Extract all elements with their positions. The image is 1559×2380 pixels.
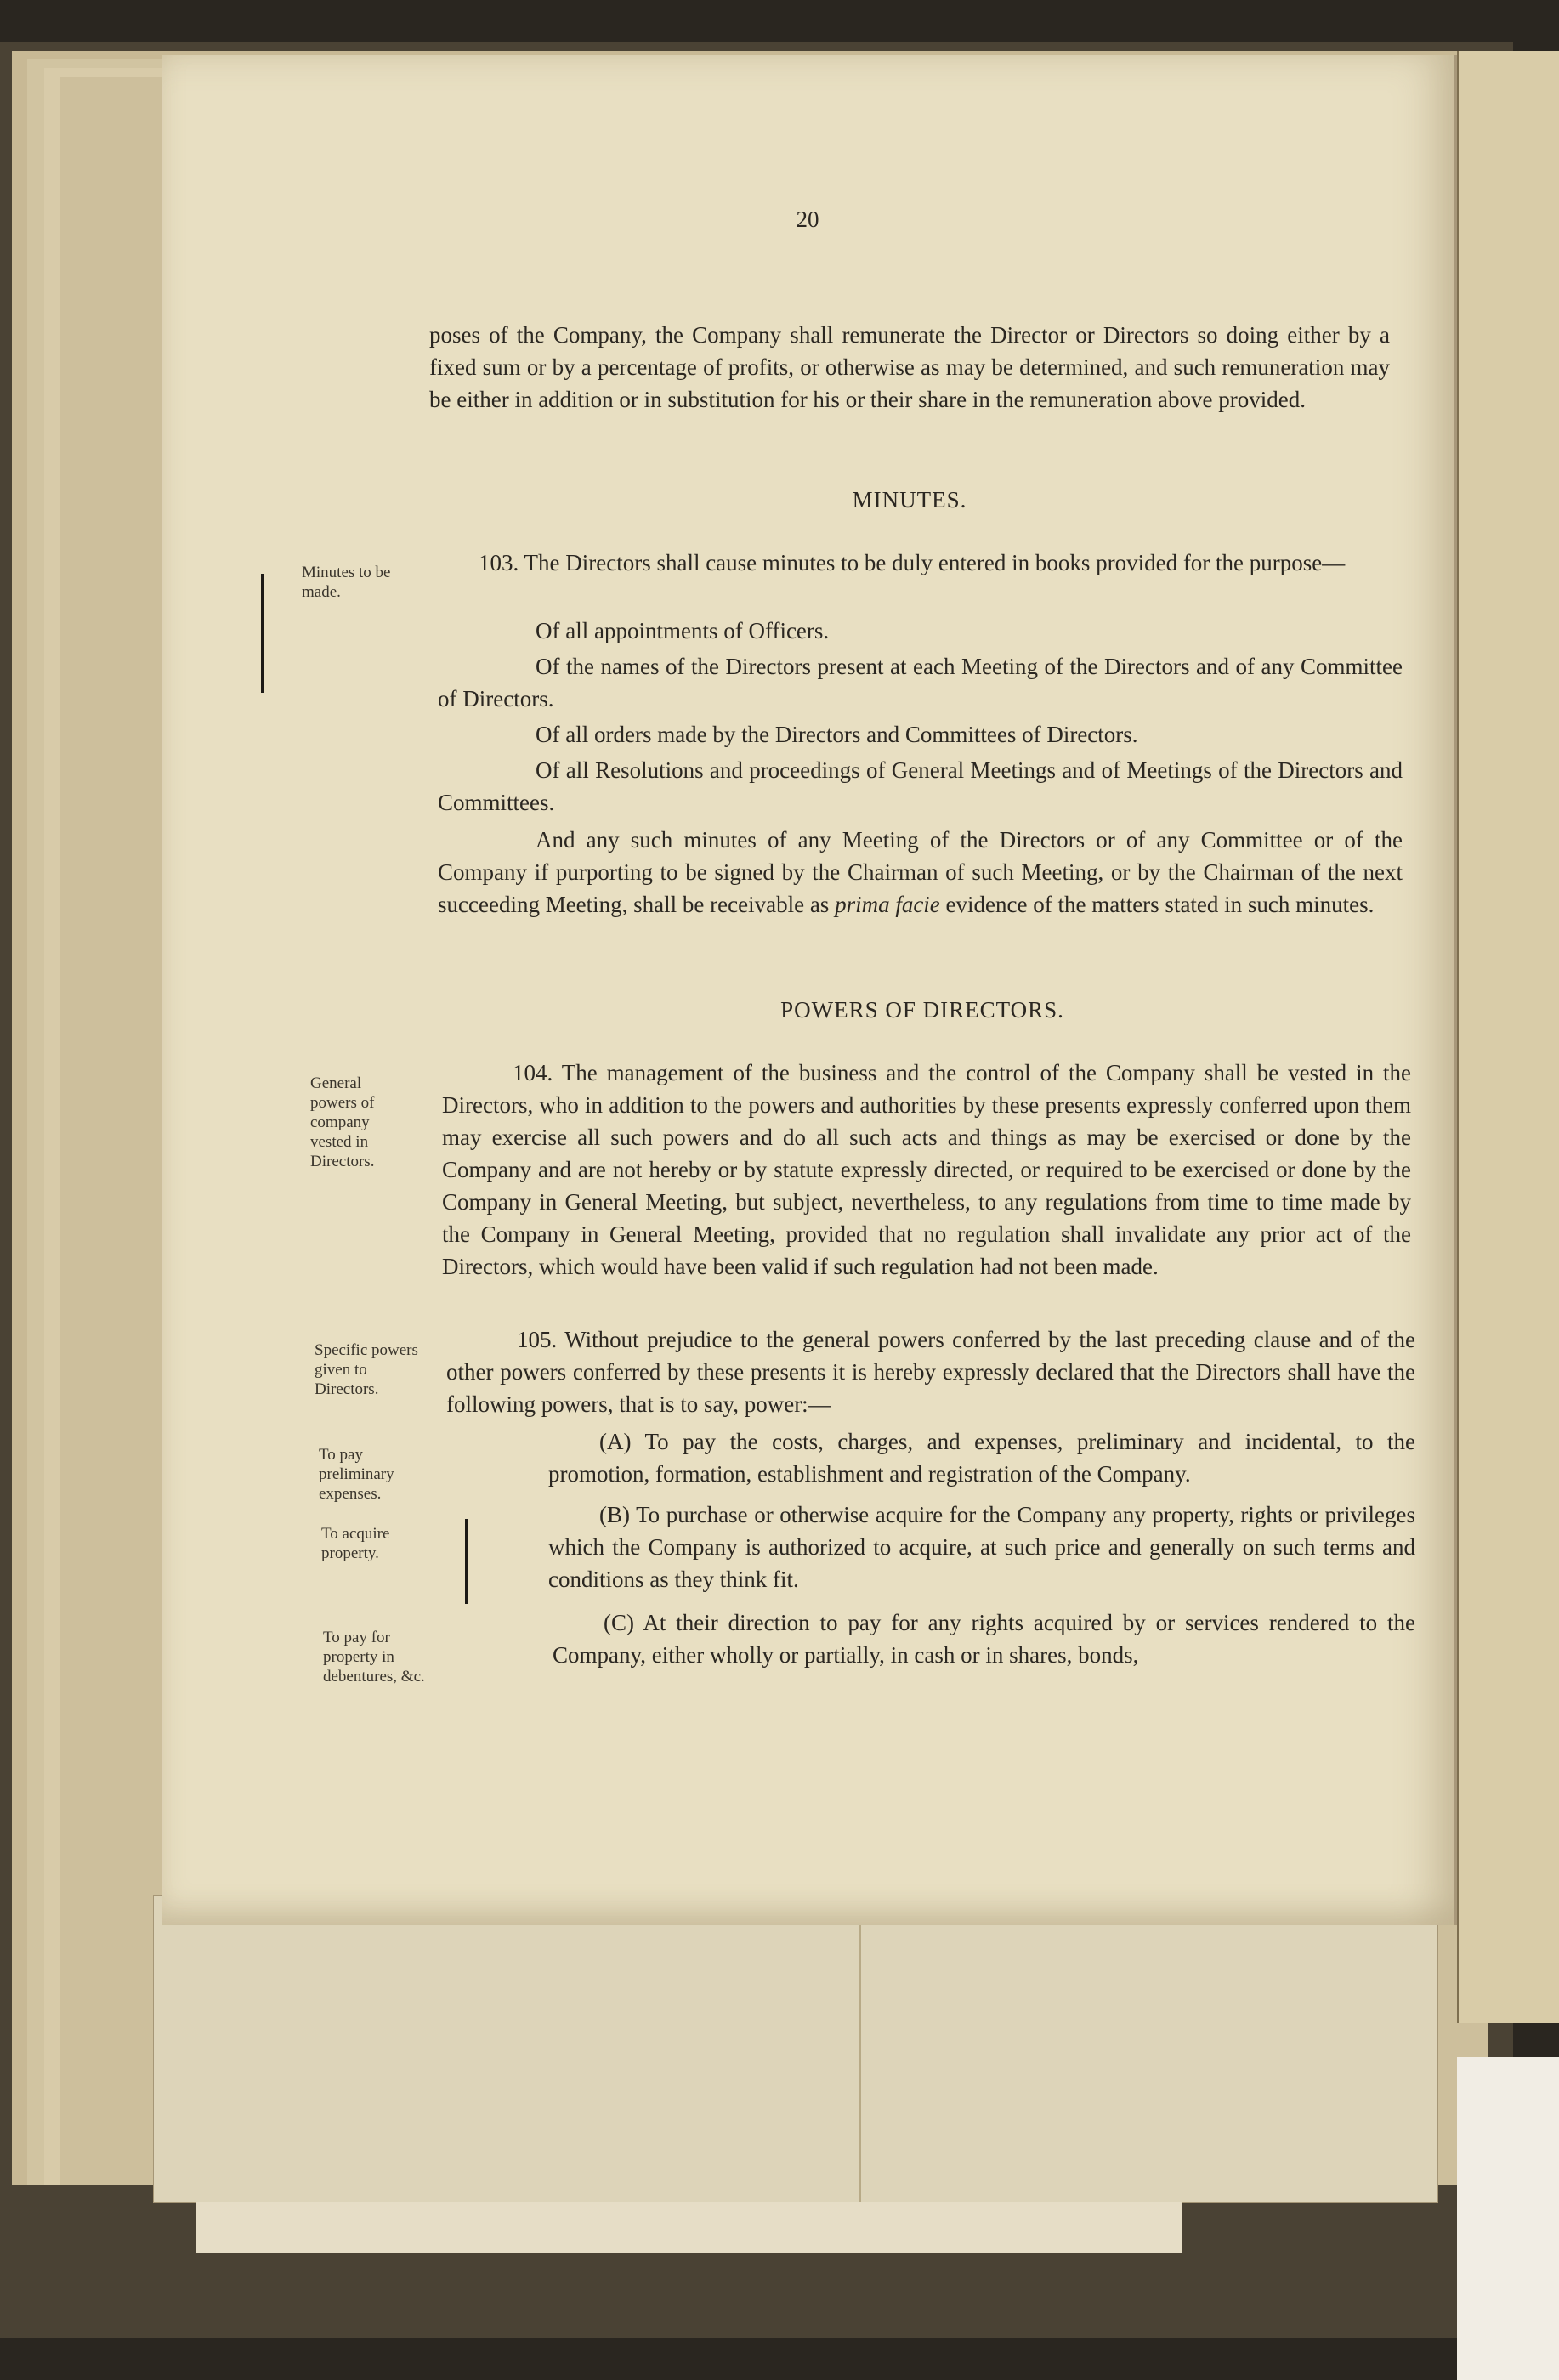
margin-note-104: General powers of company vested in Directors. [310, 1074, 375, 1170]
sheet-fold [859, 1896, 861, 2202]
pencil-margin-mark [465, 1519, 468, 1604]
sub-item-text: At their direction to pay for any rights acquired by or services rendered to the Company, either wholly or partially, in cash or in shares, bonds, [553, 1610, 1415, 1668]
powers-heading: POWERS OF DIRECTORS. [780, 997, 1064, 1023]
sub-item-text: To pay the costs, charges, and expenses, preliminary and incidental, to the promotion, formation, establishment and registration of the Company. [548, 1429, 1416, 1487]
clause-105-text: Without prejudice to the general powers conferred by the last preceding clause and of the other powers conferred by these presents it is hereby expressly declared that the Directors shall have the following powers, that is to say, power:— [446, 1327, 1415, 1417]
clause-103-number: 103. [479, 550, 519, 575]
minutes-item: Of all orders made by the Directors and Committees of Directors. [536, 722, 1138, 747]
intro-paragraph: poses of the Company, the Company shall remunerate the Director or Directors so doing either by a fixed sum or by a percentage of profits, or otherwise as may be determined, and such remuneration may be either in addition or in substitution for his or their share in the remuneration above provided. [429, 322, 1390, 412]
clause-103 [429, 547, 1390, 579]
minutes-item: Of all appointments of Officers. [536, 618, 830, 643]
margin-note-c: To pay for property in debentures, &c. [323, 1629, 425, 1686]
minutes-closing [438, 824, 1403, 921]
margin-note-b: To acquire property. [321, 1525, 390, 1562]
clause-104-number: 104. [513, 1060, 553, 1085]
pencil-margin-mark [261, 574, 264, 693]
margin-note-a: To pay preliminary expenses. [319, 1446, 394, 1503]
facing-white-sheet [1457, 2057, 1559, 2380]
underlying-slip [196, 2202, 1182, 2252]
sub-item-label: (A) [599, 1429, 632, 1454]
margin-note-105: Specific powers given to Directors. [315, 1341, 418, 1398]
clause-105 [446, 1323, 1415, 1420]
page-number: 20 [796, 207, 819, 232]
sub-item-c [553, 1606, 1415, 1671]
sub-item-label: (B) [599, 1502, 630, 1527]
minutes-closing-part2: evidence of the matters stated in such minutes. [945, 892, 1375, 917]
sub-item-text: To purchase or otherwise acquire for the Company any property, rights or privileges which the Company is authorized to acquire, at such price and generally on such terms and conditions as they think fit. [548, 1502, 1415, 1592]
minutes-heading: MINUTES. [852, 487, 967, 513]
clause-104-text: The management of the business and the control of the Company shall be vested in the Directors, who in addition to the powers and authorities by these presents expressly conferred upon them may exercise all such powers and do all such acts and things as may be exercised or done by the Company and are not hereby or by statute expressly directed, or required to be exercised or done by the Company in General Meeting, but subject, nevertheless, to any regulations from time to time made by the Company in General Meeting, provided that no regulation shall invalidate any prior act of the Directors, which would have been valid if such regulation had not been made. [442, 1060, 1411, 1279]
clause-104 [442, 1057, 1411, 1283]
minutes-item: Of the names of the Directors present at each Meeting of the Directors and of any Committee of Directors. [438, 654, 1403, 711]
sub-item-b [548, 1499, 1415, 1595]
margin-note-minutes: Minutes to be made. [302, 564, 391, 601]
sub-item-a [548, 1425, 1415, 1490]
clause-105-number: 105. [517, 1327, 558, 1352]
minutes-closing-part1: And any such minutes of any Meeting of the Directors or of any Committee or of the Company if purporting to be signed by the Chairman of such Meeting, or by the Chairman of the next succeeding Meeting, shall be receivable as [438, 827, 1403, 917]
clause-103-text: The Directors shall cause minutes to be duly entered in books provided for the purpose— [524, 550, 1346, 575]
minutes-items [438, 615, 1403, 921]
sub-item-label: (C) [604, 1610, 634, 1635]
underlying-sheet [153, 1896, 1438, 2203]
minutes-item: Of all Resolutions and proceedings of General Meetings and of Meetings of the Directors and Committees. [438, 757, 1403, 815]
facing-page-edge [1457, 51, 1559, 2023]
minutes-closing-italic: prima facie [835, 892, 940, 917]
document-page [162, 55, 1457, 1925]
